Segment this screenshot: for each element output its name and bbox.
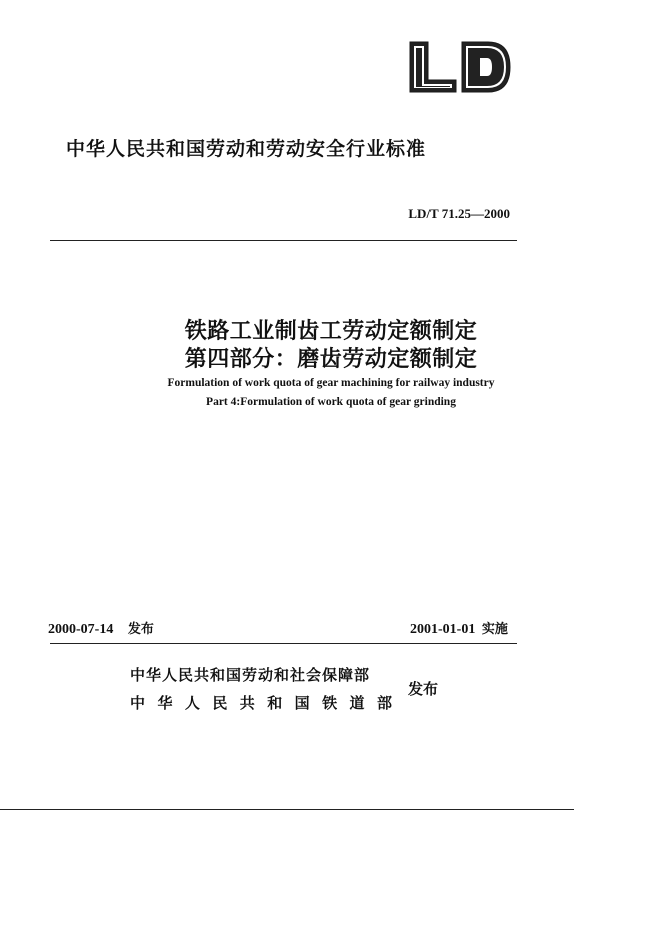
footer-divider (0, 809, 574, 810)
issue-label: 发布 (127, 622, 154, 637)
industry-standard-title: 中华人民共和国劳动和劳动安全行业标准 (66, 138, 427, 160)
title-chinese-line2: 第四部分：磨齿劳动定额制定 (184, 347, 478, 372)
issuer-ministry-labour: 中华人民共和国劳动和社会保障部 (130, 666, 371, 684)
logo-text: LD (404, 38, 406, 39)
issuer-ministry-railways: 中华人民共和国铁道部 (130, 694, 392, 712)
standard-code: LD/T 71.25—2000 (408, 206, 510, 221)
title-english-line2: Part 4:Formulation of work quota of gear grinding (206, 396, 456, 408)
title-english-line1: Formulation of work quota of gear machining for railway industry (167, 377, 495, 389)
implement-date-block (410, 618, 508, 638)
implement-label: 实施 (481, 622, 508, 637)
issue-date-block (48, 618, 154, 638)
dates-divider (50, 643, 517, 644)
ld-logo (404, 38, 514, 96)
issue-date: 2000-07-14 (48, 622, 114, 637)
title-chinese-line1: 铁路工业制齿工劳动定额制定 (184, 319, 478, 344)
publish-label: 发布 (408, 680, 439, 698)
header-divider (50, 240, 517, 241)
implement-date: 2001-01-01 (410, 622, 476, 637)
